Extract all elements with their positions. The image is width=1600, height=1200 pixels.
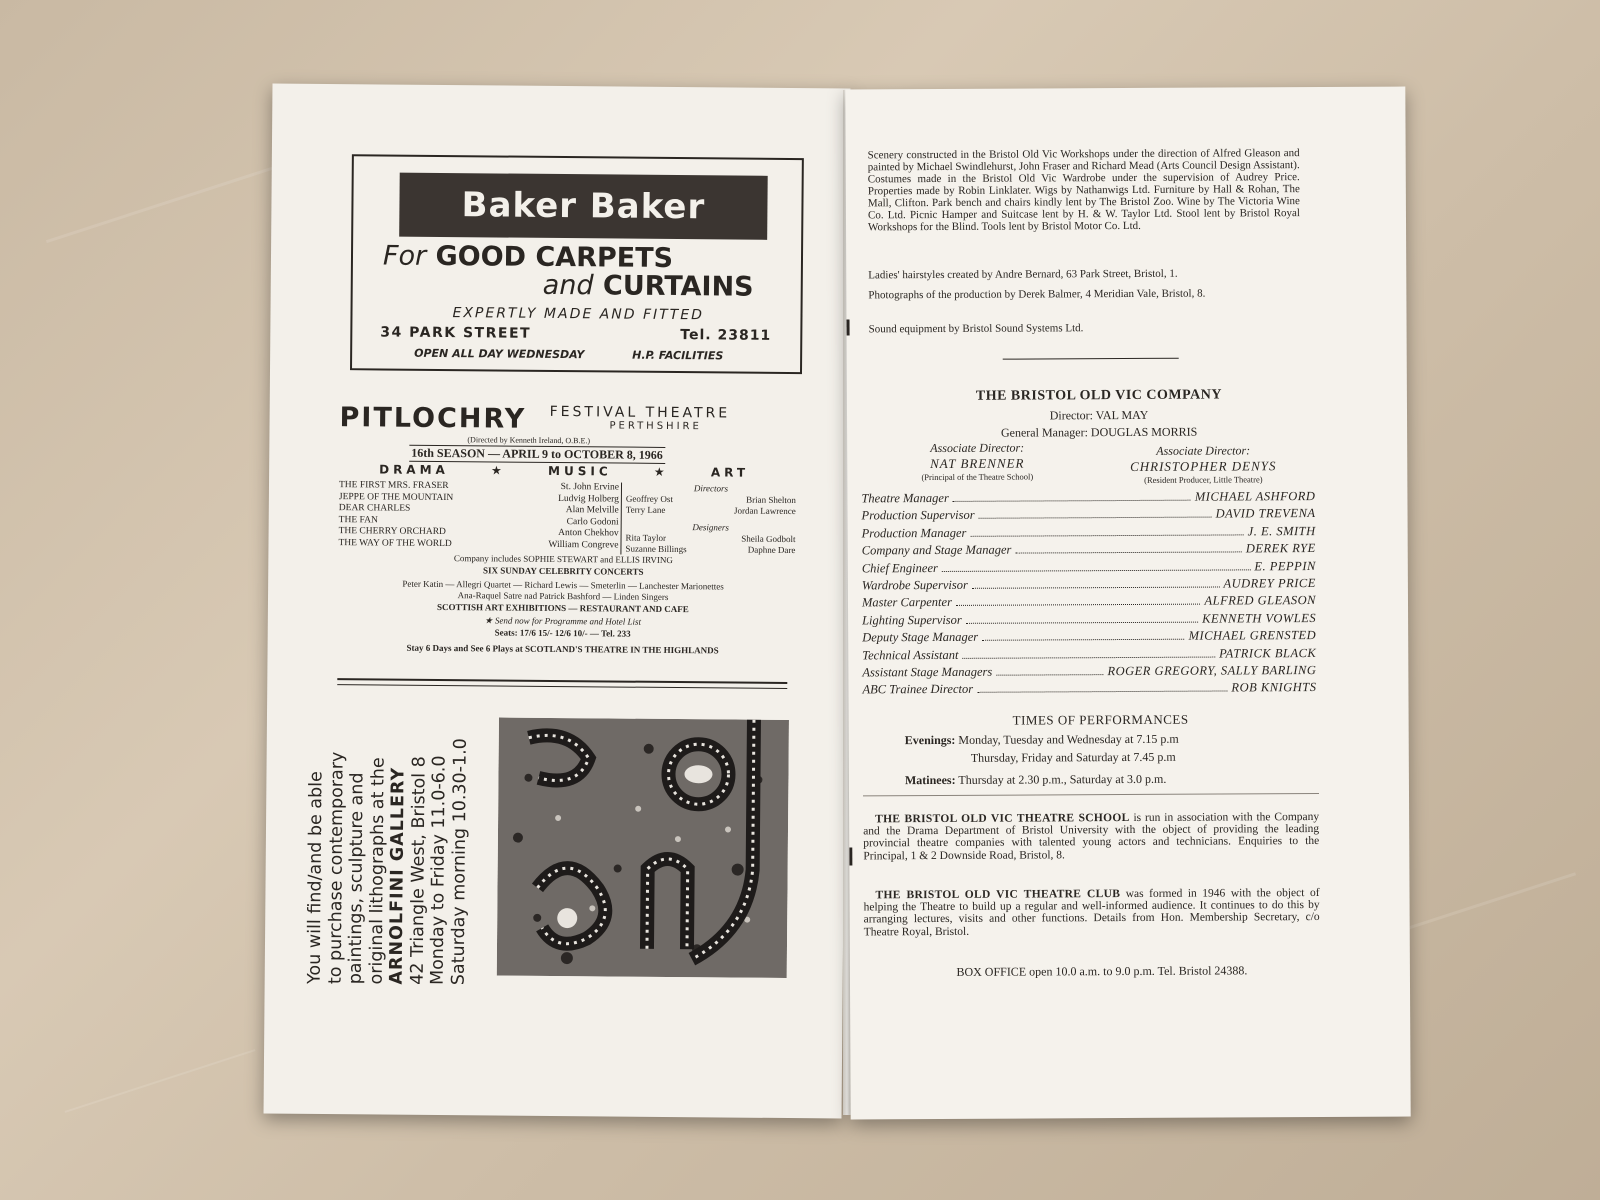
baker-baker-advert: [350, 154, 804, 374]
staff-role: Production Supervisor: [861, 508, 975, 523]
associate-director-left: [877, 440, 1077, 482]
evenings-line: [905, 732, 1179, 748]
theatre-club-paragraph: [863, 887, 1319, 938]
director-line: Director: VAL MAY: [1049, 407, 1149, 423]
play-row: [338, 538, 618, 552]
staff-role: Wardrobe Supervisor: [861, 577, 968, 593]
and-word: and: [542, 269, 594, 302]
theatre-school-heading: THE BRISTOL OLD VIC THEATRE SCHOOL: [875, 811, 1130, 826]
staff-name: PATRICK BLACK: [1219, 645, 1317, 661]
arnolfini-line: original lithographs at the: [366, 757, 389, 985]
play-author: Anton Chekhov: [558, 528, 619, 539]
evenings-times: Monday, Tuesday and Wednesday at 7.15 p.m: [958, 731, 1179, 747]
theatre-club-text: was formed in 1946 with the object of helping the Theatre to build up a regular and well-informed audience. It continues to do this by arranging lectures, visits and other functions. Details from Hon. Membership Secretary, c/o Theatre Royal, Bristol.: [863, 887, 1320, 938]
play-author: William Congreve: [548, 539, 619, 551]
staff-role: Theatre Manager: [861, 490, 949, 506]
staff-list: [861, 489, 1316, 700]
marble-vein: [46, 160, 294, 243]
arnolfini-line: to purchase contemporary: [325, 751, 348, 985]
arts-drama: DRAMA: [379, 462, 449, 478]
concerts-heading: SIX SUNDAY CELEBRITY CONCERTS: [482, 565, 644, 577]
staff-name: ROB KNIGHTS: [1231, 680, 1317, 695]
arnolfini-gallery-name: ARNOLFINI GALLERY: [386, 766, 409, 985]
staff-role: Technical Assistant: [862, 647, 959, 662]
company-note: Company includes SOPHIE STEWART and ELLIS IRVING: [453, 553, 673, 566]
play-author: Ludvig Holberg: [558, 493, 619, 505]
star-icon: ★: [491, 463, 506, 478]
matinees-times: Thursday at 2.30 p.m., Saturday at 3.0 p.m.: [958, 771, 1167, 787]
director-name: Brian Shelton: [746, 494, 796, 506]
curtains-line: [543, 270, 754, 303]
send-programme: ★ Send now for Programme and Hotel List: [484, 615, 642, 627]
carpets-text: GOOD CARPETS: [435, 240, 674, 274]
staff-role: Chief Engineer: [861, 560, 938, 575]
play-title: THE CHERRY ORCHARD: [338, 526, 446, 538]
perthshire-text: PERTHSHIRE: [609, 420, 702, 433]
company-title: THE BRISTOL OLD VIC COMPANY: [975, 387, 1222, 404]
staff-role: Company and Stage Manager: [861, 542, 1012, 558]
theatre-club-heading: THE BRISTOL OLD VIC THEATRE CLUB: [875, 888, 1121, 902]
arts-art: ART: [710, 465, 750, 480]
staff-role: ABC Trainee Director: [862, 682, 974, 697]
associate-heading: Associate Director:: [930, 440, 1025, 456]
left-page: [264, 83, 851, 1118]
associate-name: NAT BRENNER: [930, 455, 1025, 472]
general-manager-line: General Manager: DOUGLAS MORRIS: [1000, 424, 1198, 440]
director-name: Terry Lane: [625, 504, 666, 515]
designer-name: Suzanne Billings: [625, 543, 687, 555]
staff-name: KENNETH VOWLES: [1202, 610, 1317, 626]
concert-artists-1: Peter Katin — Allegri Quartet — Richard Lewis — Smeterlin — Lanchester Marionettes: [402, 578, 724, 592]
evenings-label: Evenings:: [904, 732, 956, 748]
baker-address: 34 PARK STREET: [380, 324, 532, 342]
exhibitions-line: SCOTTISH ART EXHIBITIONS — RESTAURANT AND CAFE: [437, 601, 689, 615]
staff-role: Production Manager: [861, 525, 967, 541]
arnolfini-line: paintings, sculpture and: [345, 772, 368, 985]
staple-mark: [847, 319, 850, 335]
pitlochry-title: PITLOCHRY: [339, 402, 527, 435]
right-page: [845, 87, 1410, 1120]
director-name: Geoffrey Ost: [625, 493, 674, 505]
divider-rule: [863, 793, 1319, 796]
evenings-times-2: Thursday, Friday and Saturday at 7.45 p.m: [970, 749, 1176, 765]
box-office-line: BOX OFFICE open 10.0 a.m. to 9.0 p.m. Tel. Bristol 24388.: [956, 963, 1248, 979]
play-author: Alan Melville: [565, 505, 619, 516]
baker-facilities: H.P. FACILITIES: [632, 348, 724, 363]
plays-list: [338, 480, 619, 551]
concert-artists-2: Ana-Raquel Satre nad Patrick Bashford — Linden Singers: [457, 590, 669, 602]
play-title: THE FIRST MRS. FRASER: [338, 480, 449, 492]
marble-vein: [1404, 872, 1576, 930]
arnolfini-text: [305, 714, 497, 986]
creative-team: [620, 483, 796, 557]
pitlochry-advert: [337, 402, 796, 696]
divider-rule: [1003, 358, 1179, 360]
staff-role: Lighting Supervisor: [862, 612, 962, 628]
season-dates: 16th SEASON — APRIL 9 to OCTOBER 8, 1966: [409, 445, 665, 464]
matinees-label: Matinees:: [904, 772, 956, 788]
staff-name: MICHAEL GRENSTED: [1188, 628, 1317, 643]
arts-strip: [379, 462, 749, 479]
associate-heading: Associate Director:: [1156, 443, 1251, 458]
matinees-line: [905, 772, 1166, 788]
play-title: JEPPE OF THE MOUNTAIN: [338, 491, 454, 503]
play-title: DEAR CHARLES: [338, 503, 411, 514]
star-icon: ★: [653, 464, 669, 479]
staff-role: Deputy Stage Manager: [862, 629, 979, 645]
for-word: For: [382, 240, 427, 272]
staff-row: [862, 680, 1316, 700]
designers-heading: Designers: [692, 522, 729, 533]
play-title: THE FAN: [338, 514, 378, 525]
performance-times-title: TIMES OF PERFORMANCES: [1012, 711, 1189, 728]
staff-role: Master Carpenter: [861, 595, 952, 610]
expertly-tagline: EXPERTLY MADE AND FITTED: [452, 305, 704, 324]
director-name: Jordan Lawrence: [734, 505, 796, 517]
divider-rule: [337, 678, 787, 689]
theatre-school-paragraph: [863, 811, 1319, 862]
festival-theatre-text: FESTIVAL THEATRE: [549, 403, 731, 422]
sound-credit: Sound equipment by Bristol Sound Systems Ltd.: [868, 322, 1084, 336]
play-title: THE WAY OF THE WORLD: [338, 537, 452, 549]
associate-note: (Resident Producer, Little Theatre): [1144, 474, 1263, 485]
stay-slogan: Stay 6 Days and See 6 Plays at SCOTLAND'S THEATRE IN THE HIGHLANDS: [406, 642, 719, 656]
staff-name: DAVID TREVENA: [1215, 506, 1316, 521]
curtains-text: CURTAINS: [602, 270, 754, 303]
carpets-line: [383, 240, 673, 274]
arnolfini-hours: Monday to Friday 11.0-6.0: [427, 755, 450, 986]
play-author: St. John Ervine: [560, 482, 620, 493]
staple-mark: [849, 847, 852, 865]
designer-name: Daphne Dare: [747, 544, 796, 556]
arts-music: MUSIC: [548, 463, 612, 479]
directors-heading: Directors: [693, 483, 729, 494]
photographs-credit: Photographs of the production by Derek Balmer, 4 Meridian Vale, Bristol, 8.: [868, 287, 1206, 302]
staff-name: MICHAEL ASHFORD: [1194, 489, 1316, 504]
associate-director-right: [1103, 443, 1303, 485]
arnolfini-hours: Saturday morning 10.30-1.0: [448, 738, 471, 986]
staff-name: ROGER GREGORY, SALLY BARLING: [1107, 662, 1317, 679]
hairstyles-credit: Ladies' hairstyles created by Andre Bernard, 63 Park Street, Bristol, 1.: [868, 267, 1178, 282]
directed-by: (Directed by Kenneth Ireland, O.B.E.): [467, 435, 591, 446]
director-row: [626, 505, 796, 517]
seat-prices: Seats: 17/6 15/- 12/6 10/- — Tel. 233: [494, 627, 631, 639]
arnolfini-artwork-image: [497, 717, 789, 978]
designer-name: Sheila Godbolt: [741, 533, 796, 545]
arnolfini-line: You will find/and be able: [304, 771, 327, 984]
associate-note: (Principal of the Theatre School): [921, 471, 1034, 483]
baker-telephone: Tel. 23811: [680, 327, 772, 344]
staff-name: J. E. SMITH: [1247, 523, 1316, 539]
marble-vein: [65, 1049, 256, 1113]
designer-name: Rita Taylor: [625, 532, 667, 543]
staff-name: ALFRED GLEASON: [1204, 593, 1317, 608]
play-author: Carlo Godoni: [566, 516, 619, 528]
staff-name: E. PEPPIN: [1254, 558, 1316, 573]
baker-brand-banner: Baker Baker: [399, 173, 768, 240]
theatre-school-text: is run in association with the Company and the Drama Department of Bristol University with the object of providing the leading provincial theatre companies with talented young actors and technicians. Enquiries to the Principal, 1 & 2 Downside Road, Bristol, 8.: [863, 811, 1320, 862]
associate-name: CHRISTOPHER DENYS: [1130, 458, 1277, 474]
production-credits: Scenery constructed in the Bristol Old Vic Workshops under the direction of Alfred Gleason and painted by Michael Swindlehurst, John Fraser and Richard Mead (Arts Council Design Assistant). Costumes made in the Bristol Old Vic Wardrobe under the supervision of Audrey Price. Properties made by Robin Linklater. Wigs by Nathanwigs Ltd. Furniture by Hall & Rohan, The Mall, Clifton. Park bench and chairs kindly lent by The Bristol Zoo. Wine by The Victoria Wine Co. Ltd. Picnic Hamper and Suitcase lent by H. & W. Taylor Ltd. Stool lent by Bristol Royal Workshops for the Blind. Tools lent by Bristol Motor Co. Ltd.: [867, 147, 1300, 234]
arnolfini-address: 42 Triangle West, Bristol 8: [407, 756, 430, 985]
baker-opening: OPEN ALL DAY WEDNESDAY: [414, 346, 585, 362]
staff-role: Assistant Stage Managers: [862, 664, 993, 680]
staff-name: AUDREY PRICE: [1223, 575, 1316, 591]
staff-name: DEREK RYE: [1245, 541, 1316, 556]
